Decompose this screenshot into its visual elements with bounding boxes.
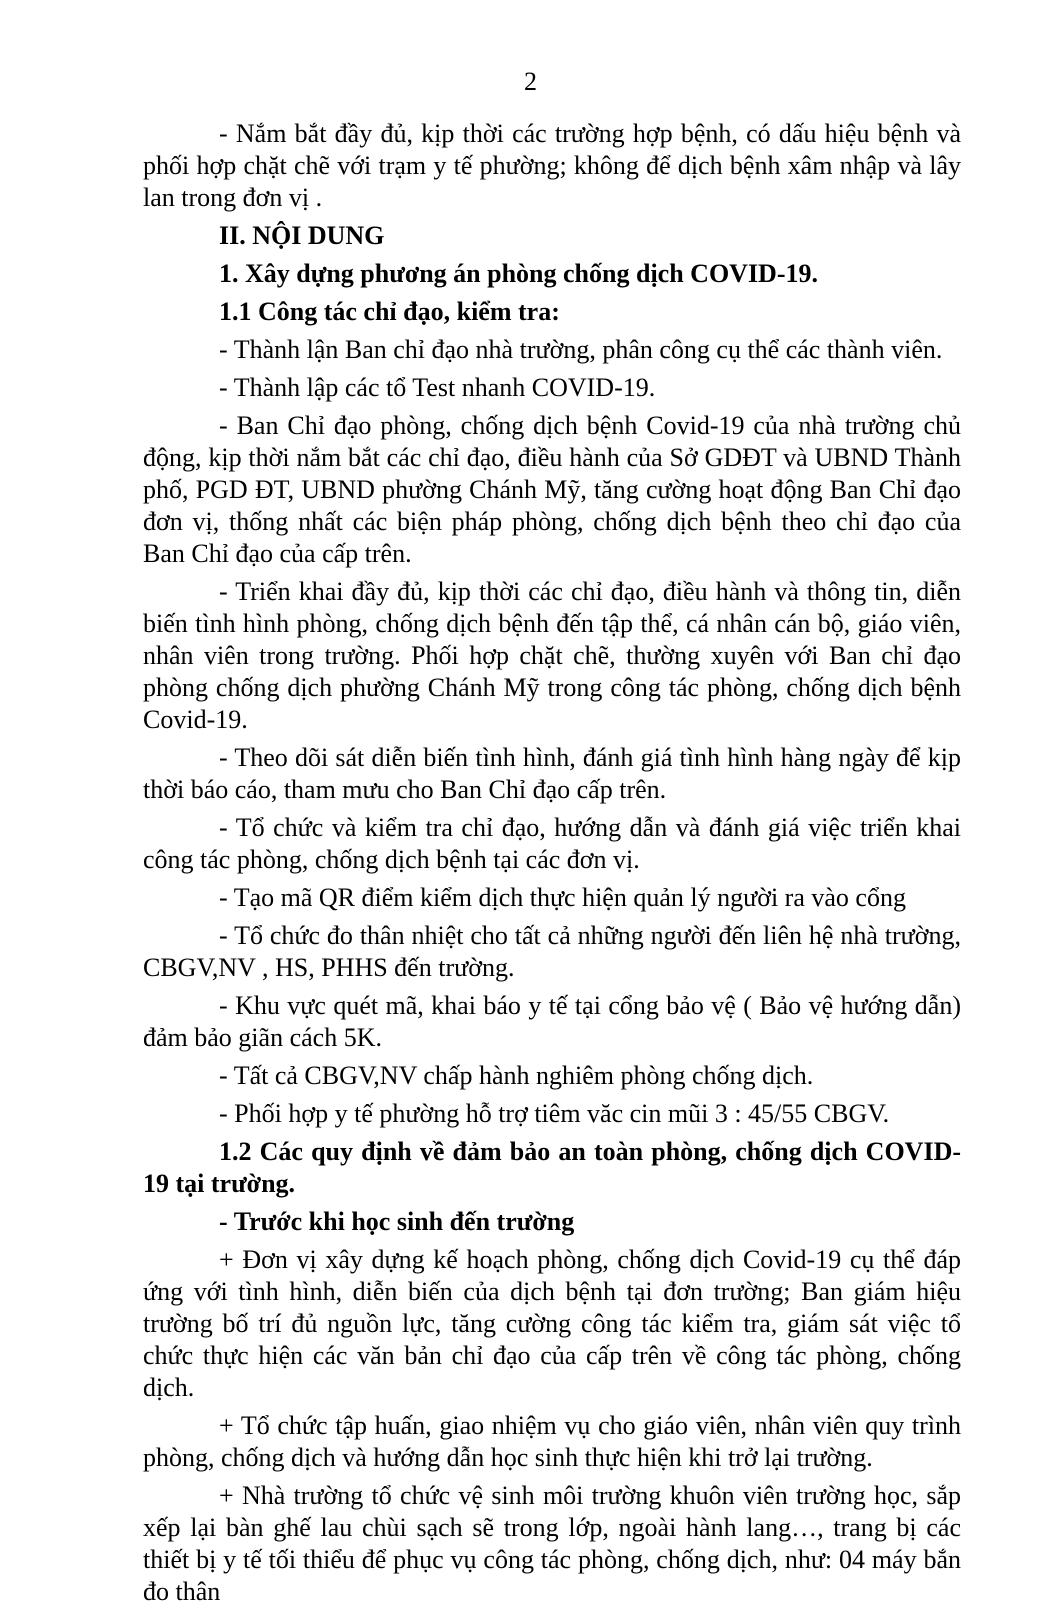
body-paragraph: - Ban Chỉ đạo phòng, chống dịch bệnh Covid-19 của nhà trường chủ động, kịp thời nắm bắt các chỉ đạo, điều hành của Sở GDĐT và UBND Thành phố, PGD ĐT, UBND phường Chánh Mỹ, tăng cường hoạt động Ban Chỉ đạo đơn vị, thống nhất các biện pháp phòng, chống dịch bệnh theo chỉ đạo của Ban Chỉ đạo của cấp trên. [143,411,961,568]
body-paragraph: - Tất cả CBGV,NV chấp hành nghiêm phòng chống dịch. [219,1061,814,1090]
body-paragraph: + Đơn vị xây dựng kế hoạch phòng, chống dịch Covid-19 cụ thể đáp ứng với tình hình, diễn biến của dịch bệnh tại đơn trường; Ban giám hiệu trường bố trí đủ nguồn lực, tăng cường công tác kiểm tra, giám sát việc tổ chức thực hiện các văn bản chỉ đạo của cấp trên về công tác phòng, chống dịch. [143,1245,961,1402]
body-paragraph: - Tổ chức và kiểm tra chỉ đạo, hướng dẫn và đánh giá việc triển khai công tác phòng, chống dịch bệnh tại các đơn vị. [143,813,961,874]
body-paragraph: - Khu vực quét mã, khai báo y tế tại cổng bảo vệ ( Bảo vệ hướng dẫn) đảm bảo giãn cách 5K. [143,991,961,1052]
body-paragraph: - Thành lận Ban chỉ đạo nhà trường, phân công cụ thể các thành viên. [219,335,943,364]
section-heading: 1.1 Công tác chỉ đạo, kiểm tra: [219,297,560,326]
body-paragraph: - Thành lập các tổ Test nhanh COVID-19. [219,373,656,402]
section-heading: 1. Xây dựng phương án phòng chống dịch COVID-19. [219,259,818,288]
body-paragraph: - Tạo mã QR điểm kiểm dịch thực hiện quản lý người ra vào cổng [219,883,906,912]
section-heading: 1.2 Các quy định về đảm bảo an toàn phòng, chống dịch COVID-19 tại trường. [143,1137,961,1198]
body-paragraph: - Tổ chức đo thân nhiệt cho tất cả những người đến liên hệ nhà trường, CBGV,NV , HS, PHHS đến trường. [143,921,961,982]
page-number: 2 [524,67,537,96]
body-paragraph: + Nhà trường tổ chức vệ sinh môi trường khuôn viên trường học, sắp xếp lại bàn ghế lau chùi sạch sẽ trong lớp, ngoài hành lang…, trang bị các thiết bị y tế tối thiểu để phục vụ công tác phòng, chống dịch, như: 04 máy bắn đo thân [143,1481,961,1606]
body-paragraph: - Phối hợp y tế phường hỗ trợ tiêm văc cin mũi 3 : 45/55 CBGV. [219,1099,890,1128]
body-paragraph: - Triển khai đầy đủ, kịp thời các chỉ đạo, điều hành và thông tin, diễn biến tình hình phòng, chống dịch bệnh đến tập thể, cá nhân cán bộ, giáo viên, nhân viên trong trường. Phối hợp chặt chẽ, thường xuyên với Ban chỉ đạo phòng chống dịch phường Chánh Mỹ trong công tác phòng, chống dịch bệnh Covid-19. [143,577,961,734]
section-heading: II. NỘI DUNG [219,221,385,250]
body-paragraph: - Nắm bắt đầy đủ, kịp thời các trường hợp bệnh, có dấu hiệu bệnh và phối hợp chặt chẽ với trạm y tế phường; không để dịch bệnh xâm nhập và lây lan trong đơn vị . [143,119,961,212]
body-paragraph: + Tổ chức tập huấn, giao nhiệm vụ cho giáo viên, nhân viên quy trình phòng, chống dịch và hướng dẫn học sinh thực hiện khi trở lại trường. [143,1411,961,1472]
section-heading: - Trước khi học sinh đến trường [219,1207,575,1236]
body-paragraph: - Theo dõi sát diễn biến tình hình, đánh giá tình hình hàng ngày để kịp thời báo cáo, tham mưu cho Ban Chỉ đạo cấp trên. [143,743,961,804]
document-body [143,118,961,1614]
